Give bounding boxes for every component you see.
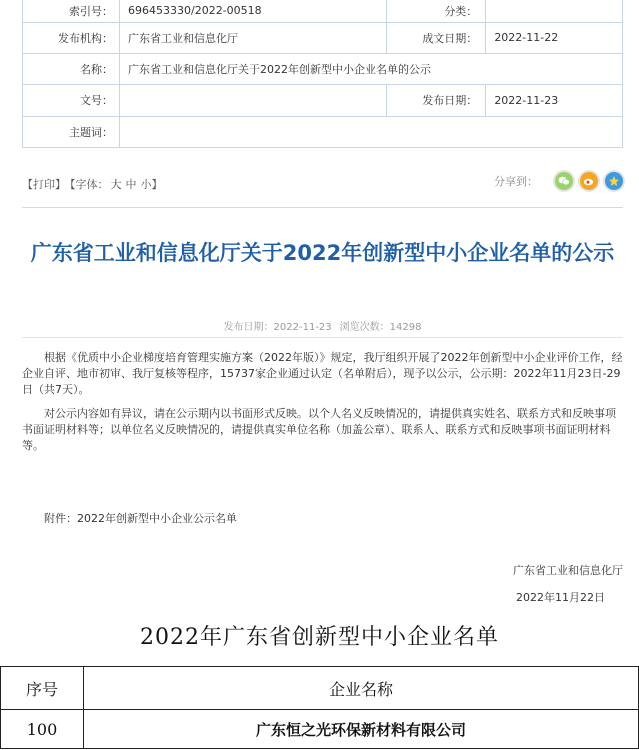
docno-value xyxy=(120,85,387,116)
toolbar-left xyxy=(22,176,167,192)
article-paragraph-2: 对公示内容如有异议，请在公示期内以书面形式反映。以个人名义反映情况的，请提供真实姓名、联系方式和反映事项书面证明材料等；以单位名义反映情况的，请提供真实单位名称（加盖公章）、联系人、联系方式和反映事项书面证明材料等。 xyxy=(22,407,616,452)
subject-label: 主题词： xyxy=(23,116,120,147)
name-label: 名称： xyxy=(23,53,120,84)
publisher-label: 发布机构： xyxy=(23,22,120,53)
subject-value xyxy=(120,116,623,147)
toolbar-divider xyxy=(22,207,623,208)
docno-label: 文号： xyxy=(23,85,120,116)
sign-date: 2022年11月22日 xyxy=(516,591,605,604)
article-title: 广东省工业和信息化厅关于2022年创新型中小企业名单的公示 xyxy=(30,241,615,265)
written-date-value: 2022-11-22 xyxy=(486,22,623,53)
share-bar xyxy=(494,172,623,190)
article-toolbar xyxy=(22,172,623,194)
article-body xyxy=(22,350,623,454)
attachment-link[interactable]: 附件：2022年创新型中小企业公示名单 xyxy=(44,512,237,525)
publisher-value: 广东省工业和信息化厅 xyxy=(120,22,387,53)
category-label: 分类： xyxy=(387,0,486,22)
share-label: 分享到： xyxy=(494,175,538,188)
article-publish-info xyxy=(22,318,623,333)
publish-date-value: 2022-11-23 xyxy=(486,85,623,116)
article-publish-date: 发布日期：2022-11-23 xyxy=(223,322,332,333)
index-label: 索引号： xyxy=(23,0,120,22)
article-paragraph-1: 根据《优质中小企业梯度培育管理实施方案（2022年版）》规定，我厅组织开展了2022年创新型中小企业评价工作，经企业自评、地市初审、我厅复核等程序，15737家企业通过认定（名单附后），现予以公示，公示期：2022年11月23日-29日（共7天）。 xyxy=(22,351,623,396)
weibo-icon[interactable] xyxy=(580,172,598,190)
qzone-icon[interactable] xyxy=(605,172,623,190)
index-value: 696453330/2022-00518 xyxy=(120,0,387,22)
font-medium-link[interactable]: 中 xyxy=(125,178,137,191)
row-no: 100 xyxy=(1,710,84,749)
signer: 广东省工业和信息化厅 xyxy=(513,564,623,577)
column-header-name: 企业名称 xyxy=(84,667,639,710)
column-header-no: 序号 xyxy=(1,667,84,710)
category-value xyxy=(486,0,623,22)
written-date-label: 成文日期： xyxy=(387,22,486,53)
company-list-table xyxy=(0,666,639,749)
table-row xyxy=(1,710,639,749)
wechat-icon[interactable] xyxy=(555,172,573,190)
name-value: 广东省工业和信息化厅关于2022年创新型中小企业名单的公示 xyxy=(120,53,623,84)
font-size-label: 【字体： xyxy=(70,178,109,191)
article-view-count: 浏览次数：14298 xyxy=(339,322,422,333)
row-company-name: 广东恒之光环保新材料有限公司 xyxy=(84,710,639,749)
print-link[interactable]: 【打印】 xyxy=(22,178,66,191)
font-large-link[interactable]: 大 xyxy=(110,178,122,191)
title-divider xyxy=(22,337,623,338)
list-title: 2022年广东省创新型中小企业名单 xyxy=(140,625,499,650)
font-small-link[interactable]: 小】 xyxy=(140,178,163,191)
publish-date-label: 发布日期： xyxy=(387,85,486,116)
document-metadata-table xyxy=(22,0,623,148)
